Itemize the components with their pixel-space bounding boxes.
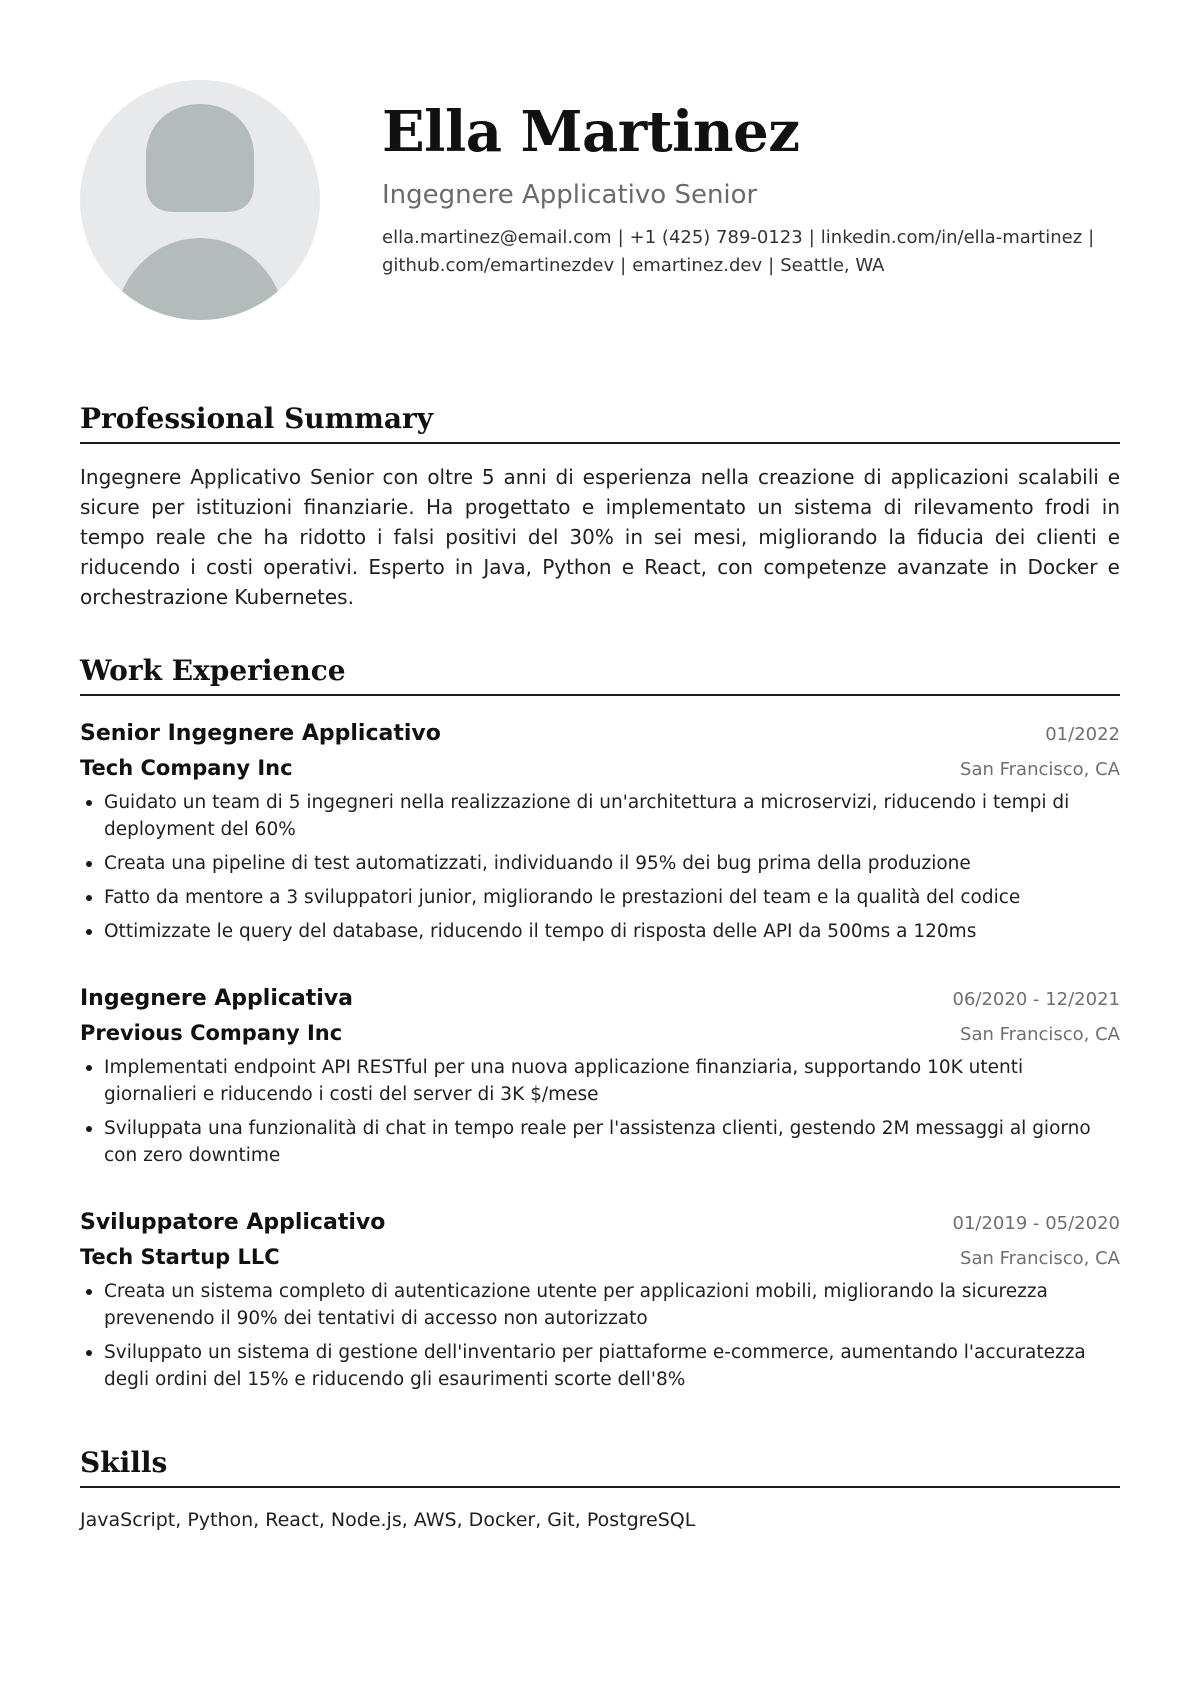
job-entry (80, 718, 1120, 945)
bullet-text: Ottimizzate le query del database, riducendo il tempo di risposta delle API da 500ms a 120ms (104, 921, 977, 942)
phone-number[interactable]: +1 (425) 789-0123 (629, 227, 803, 248)
job-entry (80, 983, 1120, 1169)
job-bullets (80, 1054, 1120, 1169)
candidate-role: Ingegnere Applicativo Senior (382, 180, 758, 210)
job-entry (80, 1207, 1120, 1393)
job-company: Tech Company Inc (80, 756, 293, 780)
bullet-text: Fatto da mentore a 3 sviluppatori junior, migliorando le prestazioni del team e la qualità del codice (104, 887, 1021, 908)
section-title-summary: Professional Summary (80, 400, 1120, 444)
avatar (80, 80, 320, 320)
list-item (80, 884, 1120, 911)
job-title: Senior Ingegnere Applicativo (80, 721, 441, 746)
email-link[interactable]: ella.martinez@email.com (382, 227, 612, 248)
job-location: San Francisco, CA (960, 1024, 1120, 1045)
bullet-icon (86, 929, 92, 935)
bullet-icon (86, 1126, 92, 1132)
job-title: Ingegnere Applicativa (80, 986, 354, 1011)
experience-section (80, 652, 1120, 1400)
job-location: San Francisco, CA (960, 759, 1120, 780)
list-item (80, 1278, 1120, 1332)
bullet-icon (86, 1065, 92, 1071)
job-company-row (80, 1016, 1120, 1050)
job-bullets (80, 1278, 1120, 1393)
job-dates: 01/2022 (1045, 724, 1120, 745)
job-dates: 06/2020 - 12/2021 (952, 989, 1120, 1010)
bullet-text: Guidato un team di 5 ingegneri nella realizzazione di un'architettura a microservizi, riducendo i tempi di deployment del 60% (104, 792, 1070, 840)
separator: | (617, 227, 624, 248)
list-item (80, 1054, 1120, 1108)
skills-list: JavaScript, Python, React, Node.js, AWS, Docker, Git, PostgreSQL (80, 1509, 696, 1531)
list-item (80, 850, 1120, 877)
section-title-skills: Skills (80, 1444, 1120, 1488)
section-title-experience: Work Experience (80, 652, 1120, 696)
bullet-icon (86, 861, 92, 867)
list-item (80, 789, 1120, 843)
list-item (80, 1115, 1120, 1169)
bullet-text: Creata un sistema completo di autenticazione utente per applicazioni mobili, migliorando la sicurezza prevenendo il 90% dei tentativi di accesso non autorizzato (104, 1281, 1048, 1329)
job-company-row (80, 751, 1120, 785)
identity-block (382, 100, 1122, 280)
list-item (80, 918, 1120, 945)
avatar-head (146, 104, 254, 212)
job-header-row (80, 718, 1120, 751)
candidate-name: Ella Martinez (382, 99, 800, 165)
person-placeholder-icon (80, 80, 320, 320)
skills-section (80, 1444, 1120, 1534)
bullet-icon (86, 800, 92, 806)
contact-line-2 (382, 252, 1122, 280)
bullet-icon (86, 1350, 92, 1356)
job-header-row (80, 1207, 1120, 1240)
job-header-row (80, 983, 1120, 1016)
job-company: Tech Startup LLC (80, 1245, 280, 1269)
contact-line-1 (382, 224, 1122, 252)
job-title: Sviluppatore Applicativo (80, 1210, 386, 1235)
separator: | (620, 255, 627, 276)
job-company-row (80, 1240, 1120, 1274)
bullet-text: Creata una pipeline di test automatizzati, individuando il 95% dei bug prima della produzione (104, 853, 971, 874)
bullet-text: Sviluppato un sistema di gestione dell'inventario per piattaforme e-commerce, aumentando l'accuratezza degli ordini del 15% e riducendo gli esaurimenti scorte dell'8% (104, 1342, 1086, 1390)
job-location: San Francisco, CA (960, 1248, 1120, 1269)
summary-text: Ingegnere Applicativo Senior con oltre 5 anni di esperienza nella creazione di applicazioni scalabili e sicure per istituzioni finanziarie. Ha progettato e implementato un sistema di rilevamento frodi in tempo reale che ha ridotto i falsi positivi del 30% in sei mesi, migliorando la fiducia dei clienti e riducendo i costi operativi. Esperto in Java, Python e React, con competenze avanzate in Docker e orchestrazione Kubernetes. (80, 465, 1120, 609)
job-dates: 01/2019 - 05/2020 (952, 1213, 1120, 1234)
job-bullets (80, 789, 1120, 945)
resume-header (80, 80, 1120, 330)
github-link[interactable]: github.com/emartinezdev (382, 255, 615, 276)
bullet-text: Sviluppata una funzionalità di chat in tempo reale per l'assistenza clienti, gestendo 2M messaggi al giorno con zero downtime (104, 1118, 1091, 1166)
website-link[interactable]: emartinez.dev (632, 255, 763, 276)
bullet-icon (86, 1289, 92, 1295)
separator: | (1088, 227, 1095, 248)
separator: | (808, 227, 815, 248)
linkedin-link[interactable]: linkedin.com/in/ella-martinez (820, 227, 1083, 248)
avatar-shoulders (114, 238, 286, 320)
bullet-text: Implementati endpoint API RESTful per una nuova applicazione finanziaria, supportando 10K utenti giornalieri e riducendo i costi del server di 3K $/mese (104, 1057, 1024, 1105)
separator: | (768, 255, 775, 276)
bullet-icon (86, 895, 92, 901)
contact-info (382, 224, 1122, 280)
location: Seattle, WA (780, 255, 885, 276)
summary-section (80, 400, 1120, 612)
list-item (80, 1339, 1120, 1393)
job-company: Previous Company Inc (80, 1021, 343, 1045)
